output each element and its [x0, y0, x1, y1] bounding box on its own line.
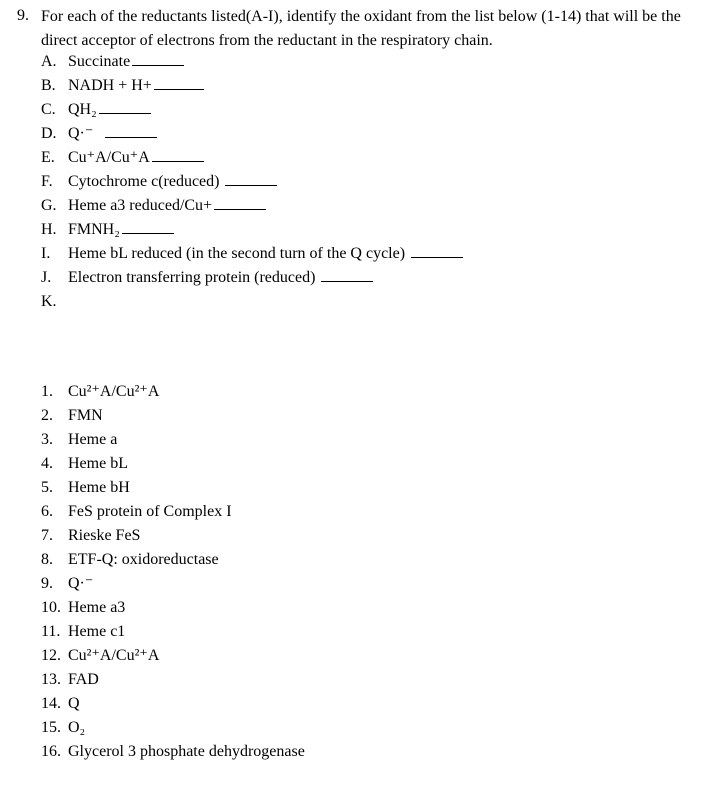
oxidant-list [41, 380, 305, 764]
reductant-item [41, 290, 463, 314]
item-text: Q·⁻ [68, 575, 94, 592]
oxidant-item [41, 596, 305, 620]
item-text: Heme a3 reduced/Cu+ [68, 197, 213, 214]
reductant-item [41, 146, 463, 170]
question-number: 9. [17, 7, 29, 24]
item-label: 4. [41, 455, 53, 472]
item-label: 5. [41, 479, 53, 496]
oxidant-item [41, 644, 305, 668]
oxidant-item [41, 500, 305, 524]
oxidant-item [41, 572, 305, 596]
item-text: Cytochrome c(reduced) [68, 173, 220, 190]
item-text: O₂ [68, 719, 86, 736]
item-label: B. [41, 77, 56, 94]
item-text: Q [68, 695, 80, 712]
oxidant-item [41, 668, 305, 692]
oxidant-item [41, 548, 305, 572]
item-label: F. [41, 173, 53, 190]
item-label: E. [41, 149, 55, 166]
answer-blank[interactable] [225, 171, 277, 186]
item-text: Succinate [68, 53, 131, 70]
item-label: 16. [41, 743, 61, 760]
answer-blank[interactable] [214, 195, 266, 210]
item-text: Cu⁺A/Cu⁺A [68, 149, 150, 166]
oxidant-item [41, 740, 305, 764]
item-label: C. [41, 101, 56, 118]
item-label: 9. [41, 575, 53, 592]
item-label: J. [41, 269, 52, 286]
item-label: 11. [41, 623, 61, 640]
item-label: 13. [41, 671, 61, 688]
answer-blank[interactable] [154, 75, 204, 90]
reductant-item [41, 266, 463, 290]
question-stem: For each of the reductants listed(A-I), identify the oxidant from the list below (1-14) that will be the direct acceptor of electrons from the reductant in the respiratory chain. [41, 8, 681, 49]
item-label: 6. [41, 503, 53, 520]
reductant-item [41, 242, 463, 266]
item-label: 10. [41, 599, 61, 616]
item-text: Cu²⁺A/Cu²⁺A [68, 647, 160, 664]
oxidant-item [41, 452, 305, 476]
oxidant-item [41, 404, 305, 428]
item-text: Cu²⁺A/Cu²⁺A [68, 383, 160, 400]
item-text: Heme bL [68, 455, 128, 472]
item-label: 15. [41, 719, 61, 736]
item-text: Heme a [68, 431, 118, 448]
item-label: 3. [41, 431, 53, 448]
answer-blank[interactable] [132, 51, 184, 66]
oxidant-item [41, 716, 305, 740]
item-text: NADH + H+ [68, 77, 152, 94]
item-label: K. [41, 293, 57, 310]
oxidant-item [41, 524, 305, 548]
item-text: Heme c1 [68, 623, 126, 640]
reductant-list [41, 50, 463, 314]
answer-blank[interactable] [105, 123, 157, 138]
item-label: I. [41, 245, 51, 262]
item-label: D. [41, 125, 57, 142]
item-text: Heme bH [68, 479, 130, 496]
reductant-item [41, 50, 463, 74]
item-text: ETF-Q: oxidoreductase [68, 551, 219, 568]
item-label: 2. [41, 407, 53, 424]
item-text: FAD [68, 671, 99, 688]
item-text: FeS protein of Complex I [68, 503, 232, 520]
item-label: 12. [41, 647, 61, 664]
oxidant-item [41, 380, 305, 404]
item-text: Electron transferring protein (reduced) [68, 269, 316, 286]
oxidant-item [41, 428, 305, 452]
answer-blank[interactable] [152, 147, 204, 162]
reductant-item [41, 170, 463, 194]
item-text: Glycerol 3 phosphate dehydrogenase [68, 743, 305, 760]
answer-blank[interactable] [321, 267, 373, 282]
item-text: Rieske FeS [68, 527, 141, 544]
reductant-item [41, 218, 463, 242]
item-text: Heme a3 [68, 599, 126, 616]
item-text: Q·⁻ [68, 125, 94, 142]
item-label: 14. [41, 695, 61, 712]
item-text: FMN [68, 407, 103, 424]
answer-blank[interactable] [99, 99, 151, 114]
reductant-item [41, 74, 463, 98]
item-text: Heme bL reduced (in the second turn of the Q cycle) [68, 245, 406, 262]
item-label: H. [41, 221, 57, 238]
answer-blank[interactable] [411, 243, 463, 258]
item-label: 1. [41, 383, 53, 400]
oxidant-item [41, 620, 305, 644]
item-label: A. [41, 53, 57, 70]
item-text: QH₂ [68, 101, 97, 118]
reductant-item [41, 122, 463, 146]
answer-blank[interactable] [122, 219, 174, 234]
item-label: 8. [41, 551, 53, 568]
reductant-item [41, 98, 463, 122]
item-text: FMNH₂ [68, 221, 120, 238]
oxidant-item [41, 692, 305, 716]
item-label: 7. [41, 527, 53, 544]
item-label: G. [41, 197, 57, 214]
reductant-item [41, 194, 463, 218]
oxidant-item [41, 476, 305, 500]
